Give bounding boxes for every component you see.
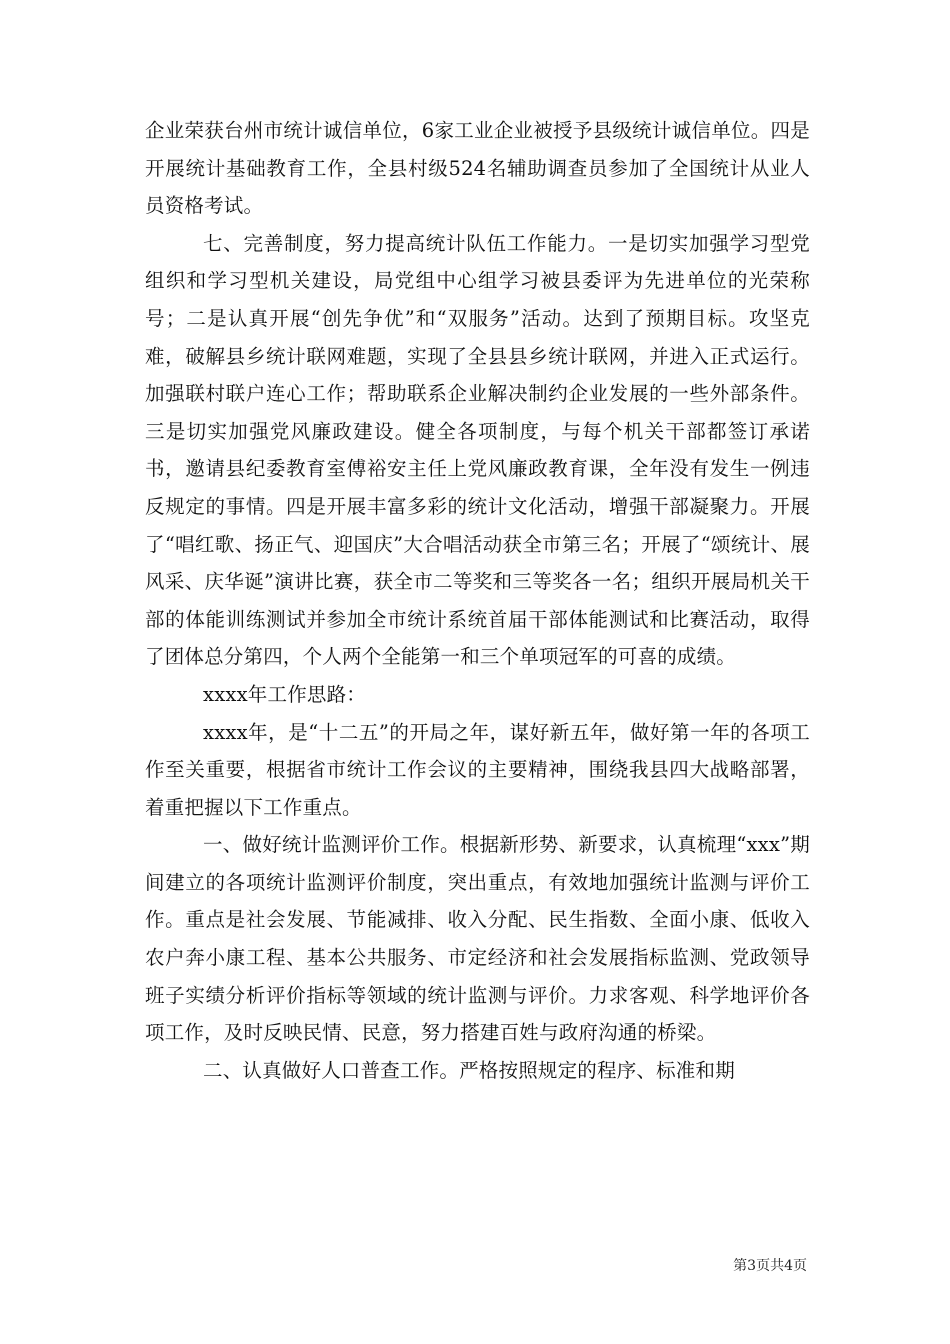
- paragraph-work-plan-heading: xxxx年工作思路：: [203, 682, 366, 706]
- page-number: 第3页共4页: [733, 1258, 807, 1274]
- paragraph-work-plan-intro: xxxx年，是“十二五”的开局之年，谋好新五年，做好第一年的各项工作至关重要，根据省市统计工作会议的主要精神，围绕我县四大战略部署，着重把握以下工作重点。: [145, 720, 810, 819]
- document-body: [145, 112, 810, 1089]
- paragraph-section-two: 二、认真做好人口普查工作。严格按照规定的程序、标准和期: [203, 1058, 735, 1082]
- paragraph-section-seven: 七、完善制度，努力提高统计队伍工作能力。一是切实加强学习型党组织和学习型机关建设，局党组中心组学习被县委评为先进单位的光荣称号；二是认真开展“创先争优”和“双服务”活动。达到了预期目标。攻坚克难，破解县乡统计联网难题，实现了全县县乡统计联网，并进入正式运行。加强联村联户连心工作；帮助联系企业解决制约企业发展的一些外部条件。三是切实加强党风廉政建设。健全各项制度，与每个机关干部都签订承诺书，邀请县纪委教育室傅裕安主任上党风廉政教育课，全年没有发生一例违反规定的事情。四是开展丰富多彩的统计文化活动，增强干部凝聚力。开展了“唱红歌、扬正气、迎国庆”大合唱活动获全市第三名；开展了“颂统计、展风采、庆华诞”演讲比赛，获全市二等奖和三等奖各一名；组织开展局机关干部的体能训练测试并参加全市统计系统首届干部体能测试和比赛活动，取得了团体总分第四，个人两个全能第一和三个单项冠军的可喜的成绩。: [145, 231, 810, 669]
- paragraph-continued: 企业荣获台州市统计诚信单位，6家工业企业被授予县级统计诚信单位。四是开展统计基础教育工作，全县村级524名辅助调查员参加了全国统计从业人员资格考试。: [145, 119, 810, 218]
- paragraph-section-one: 一、做好统计监测评价工作。根据新形势、新要求，认真梳理“xxx”期间建立的各项统计监测评价制度，突出重点，有效地加强统计监测与评价工作。重点是社会发展、节能减排、收入分配、民生指数、全面小康、低收入农户奔小康工程、基本公共服务、市定经济和社会发展指标监测、党政领导班子实绩分析评价指标等领域的统计监测与评价。力求客观、科学地评价各项工作，及时反映民情、民意，努力搭建百姓与政府沟通的桥梁。: [145, 833, 810, 1045]
